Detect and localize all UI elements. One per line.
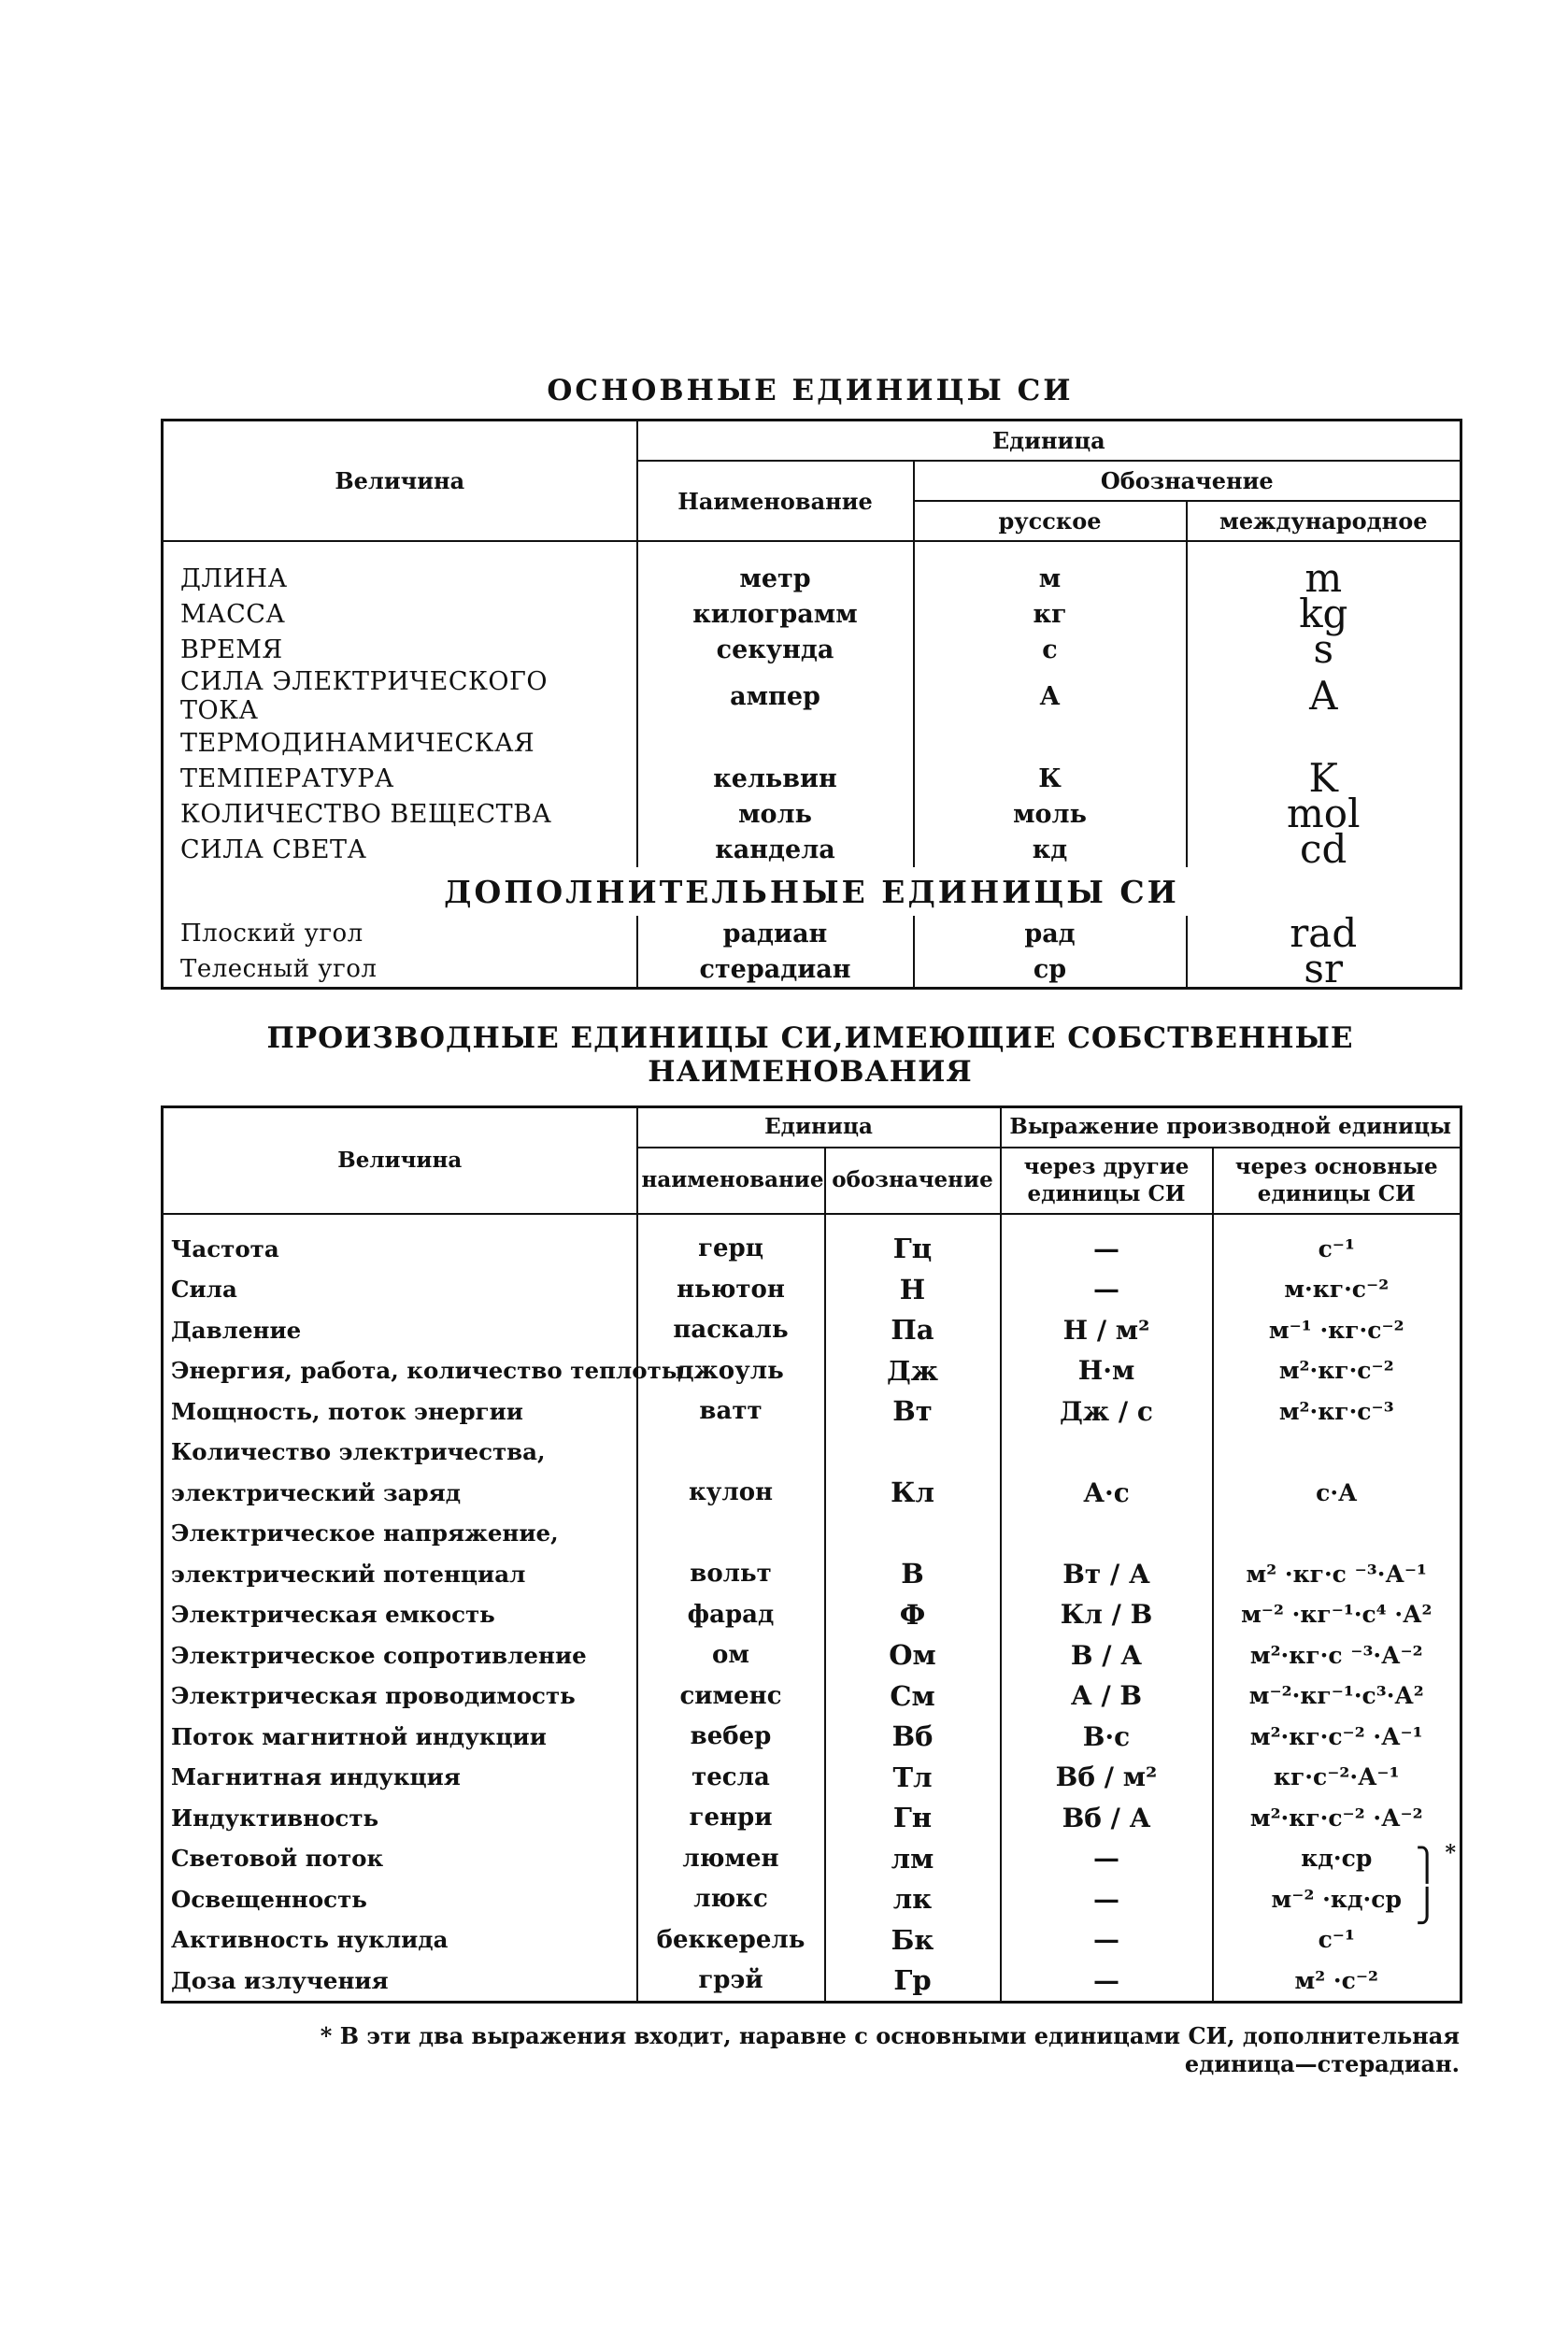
quantity-cell: СИЛА СВЕТА: [180, 834, 367, 864]
header-unit: Единица: [637, 1107, 1001, 1148]
via-base-units-text: кд·ср: [1301, 1845, 1373, 1872]
unit-symbol-cell: См: [825, 1676, 1001, 1717]
via-other-units-cell: —: [1001, 1838, 1213, 1879]
header-russian: русское: [914, 501, 1187, 541]
table-row: [163, 632, 1461, 667]
via-base-units-cell: [1213, 1513, 1461, 1554]
footnote-line1: * В эти два выражения входит, наравне с основными единицами СИ, дополнительная: [320, 2021, 1460, 2049]
basic-units-title: ОСНОВНЫЕ ЕДИНИЦЫ СИ: [547, 374, 1074, 407]
quantity-cell: Телесный угол: [180, 955, 378, 983]
unit-symbol-cell: [825, 1513, 1001, 1554]
via-base-units-cell: [1213, 1350, 1461, 1391]
via-base-units-cell: [1213, 1716, 1461, 1757]
unit-name-cell: вольт: [637, 1553, 825, 1594]
page: [161, 374, 1460, 2078]
russian-symbol-cell: [914, 725, 1187, 761]
via-base-units-wrapper: [1219, 1276, 1455, 1303]
unit-name-cell: [637, 1513, 825, 1554]
international-symbol-cell: cd: [1187, 832, 1461, 867]
table-row: [163, 916, 1461, 951]
russian-symbol-cell: А: [914, 667, 1187, 725]
unit-symbol-cell: Н: [825, 1269, 1001, 1310]
via-base-units-wrapper: [1219, 1763, 1455, 1790]
brace-icon: ⎭: [1415, 1887, 1440, 1925]
quantity-cell: Электрическая проводимость: [171, 1682, 576, 1709]
unit-symbol-cell: лм: [825, 1838, 1001, 1879]
via-base-units-wrapper: [1219, 1479, 1455, 1506]
table-row: [163, 1594, 1461, 1635]
header-via-base: [1213, 1148, 1461, 1215]
via-other-units-cell: Дж / с: [1001, 1391, 1213, 1432]
via-base-units-wrapper: [1219, 1926, 1455, 1953]
table-row: [163, 1214, 1461, 1269]
header-name: наименование: [637, 1148, 825, 1215]
basic-units-body: [163, 541, 1461, 989]
supplementary-heading-row: [163, 867, 1461, 916]
via-base-units-text: м²·кг·с⁻³: [1278, 1397, 1394, 1425]
unit-name-cell: метр: [637, 541, 914, 596]
via-other-units-cell: —: [1001, 1878, 1213, 1919]
header-symbol: Обозначение: [914, 461, 1461, 501]
via-base-units-cell: [1213, 1594, 1461, 1635]
quantity-cell: Доза излучения: [171, 1966, 389, 1994]
via-base-units-cell: [1213, 1797, 1461, 1838]
unit-symbol-cell: Дж: [825, 1350, 1001, 1391]
via-base-units-cell: [1213, 1269, 1461, 1310]
via-base-units-text: с⁻¹: [1318, 1234, 1355, 1262]
derived-units-title: ПРОИЗВОДНЫЕ ЕДИНИЦЫ СИ,ИМЕЮЩИЕ СОБСТВЕННЫЕ НАИМЕНОВАНИЯ: [266, 1021, 1354, 1089]
unit-symbol-cell: Гр: [825, 1960, 1001, 2002]
unit-name-cell: герц: [637, 1214, 825, 1269]
unit-symbol-cell: Вб: [825, 1716, 1001, 1757]
header-via-other-line1: через другие: [1023, 1153, 1190, 1179]
header-quantity: Величина: [163, 421, 637, 542]
via-base-units-cell: [1213, 1838, 1461, 1884]
via-base-units-cell: [1213, 1676, 1461, 1717]
international-symbol-cell: mol: [1187, 796, 1461, 832]
international-symbol-cell: rad: [1187, 916, 1461, 951]
via-base-units-wrapper: [1219, 1398, 1455, 1425]
quantity-cell: Давление: [171, 1316, 302, 1344]
table-row: [163, 1919, 1461, 1961]
unit-symbol-cell: [825, 1432, 1001, 1473]
via-base-units-cell: [1213, 1919, 1461, 1961]
footnote-line2: единица—стерадиан.: [1184, 2049, 1460, 2077]
via-other-units-cell: Н / м²: [1001, 1309, 1213, 1350]
unit-name-cell: генри: [637, 1797, 825, 1838]
via-base-units-cell: [1213, 1553, 1461, 1594]
table-row: [163, 1797, 1461, 1838]
via-base-units-cell: [1213, 1309, 1461, 1350]
via-base-units-text: м² ·кг·с ⁻³·А⁻¹: [1246, 1560, 1427, 1588]
international-symbol-cell: s: [1187, 632, 1461, 667]
via-base-units-cell: [1213, 1391, 1461, 1432]
unit-symbol-cell: лк: [825, 1878, 1001, 1919]
quantity-cell: Индуктивность: [171, 1804, 379, 1832]
table-row: [163, 725, 1461, 761]
table-row: [163, 1878, 1461, 1919]
unit-symbol-cell: Гн: [825, 1797, 1001, 1838]
via-other-units-cell: А / В: [1001, 1676, 1213, 1717]
via-other-units-cell: [1001, 1513, 1213, 1554]
via-base-units-text: с·А: [1316, 1478, 1358, 1506]
via-other-units-cell: А·с: [1001, 1472, 1213, 1513]
supplementary-units-title: ДОПОЛНИТЕЛЬНЫЕ ЕДИНИЦЫ СИ: [444, 873, 1179, 910]
via-base-units-wrapper: [1219, 1804, 1455, 1832]
via-base-units-wrapper: [1219, 1841, 1457, 1884]
unit-name-cell: тесла: [637, 1757, 825, 1798]
via-base-units-text: м⁻¹ ·кг·с⁻²: [1268, 1316, 1404, 1344]
quantity-cell: Электрическое напряжение,: [171, 1519, 559, 1547]
unit-name-cell: кандела: [637, 832, 914, 867]
unit-name-cell: ом: [637, 1634, 825, 1676]
unit-name-cell: ампер: [637, 667, 914, 725]
quantity-cell: Поток магнитной индукции: [171, 1722, 547, 1750]
quantity-cell: КОЛИЧЕСТВО ВЕЩЕСТВА: [180, 799, 552, 829]
unit-symbol-cell: Гц: [825, 1214, 1001, 1269]
via-base-units-wrapper: [1219, 1601, 1455, 1628]
via-base-units-cell: [1213, 1757, 1461, 1798]
via-base-units-text: м⁻²·кг⁻¹·с³·А²: [1248, 1682, 1424, 1709]
via-other-units-cell: Вб / А: [1001, 1797, 1213, 1838]
via-base-units-wrapper: [1219, 1642, 1455, 1669]
footnote: [161, 2022, 1460, 2078]
via-other-units-cell: —: [1001, 1960, 1213, 2002]
via-other-units-cell: Вб / м²: [1001, 1757, 1213, 1798]
via-base-units-text: м⁻² ·кд·ср: [1271, 1885, 1402, 1913]
derived-units-table: [161, 1105, 1462, 2004]
quantity-cell: Энергия, работа, количество теплоты: [171, 1357, 685, 1384]
table-row: [163, 1391, 1461, 1432]
international-symbol-cell: kg: [1187, 596, 1461, 632]
unit-name-cell: фарад: [637, 1594, 825, 1635]
via-base-units-wrapper: [1219, 1967, 1455, 1994]
header-unit: Единица: [637, 421, 1461, 462]
via-other-units-cell: —: [1001, 1919, 1213, 1961]
quantity-cell: Магнитная индукция: [171, 1763, 461, 1790]
via-base-units-wrapper: [1219, 1723, 1455, 1750]
via-base-units-cell: [1213, 1432, 1461, 1473]
header-via-other: [1001, 1148, 1213, 1215]
header-name: Наименование: [637, 461, 914, 541]
via-other-units-cell: В / А: [1001, 1634, 1213, 1676]
quantity-cell: Электрическое сопротивление: [171, 1641, 587, 1669]
via-other-units-cell: В·с: [1001, 1716, 1213, 1757]
table-row: [163, 541, 1461, 596]
via-other-units-cell: Н·м: [1001, 1350, 1213, 1391]
unit-name-cell: паскаль: [637, 1309, 825, 1350]
russian-symbol-cell: кд: [914, 832, 1187, 867]
via-base-units-text: кг·с⁻²·А⁻¹: [1273, 1763, 1400, 1790]
unit-name-cell: кельвин: [637, 761, 914, 796]
quantity-cell: Электрическая емкость: [171, 1601, 495, 1628]
table-row: [163, 761, 1461, 796]
unit-name-cell: люкс: [637, 1878, 825, 1919]
unit-symbol-cell: Ф: [825, 1594, 1001, 1635]
header-expression: Выражение производной единицы: [1001, 1107, 1461, 1148]
unit-symbol-cell: В: [825, 1553, 1001, 1594]
table-row: [163, 1350, 1461, 1391]
via-base-units-cell: [1213, 1878, 1461, 1925]
via-base-units-text: м²·кг·с⁻² ·А⁻¹: [1249, 1722, 1423, 1750]
via-base-units-text: м⁻² ·кг⁻¹·с⁴ ·А²: [1241, 1601, 1433, 1628]
unit-symbol-cell: Ом: [825, 1634, 1001, 1676]
russian-symbol-cell: ср: [914, 951, 1187, 989]
russian-symbol-cell: м: [914, 541, 1187, 596]
unit-name-cell: килограмм: [637, 596, 914, 632]
via-base-units-cell: [1213, 1634, 1461, 1676]
quantity-cell: Мощность, поток энергии: [171, 1397, 523, 1425]
russian-symbol-cell: с: [914, 632, 1187, 667]
table-row: [163, 1309, 1461, 1350]
quantity-cell: МАССА: [180, 599, 286, 629]
unit-name-cell: стерадиан: [637, 951, 914, 989]
brace-icon: ⎫: [1415, 1847, 1440, 1884]
header-international: международное: [1187, 501, 1461, 541]
russian-symbol-cell: рад: [914, 916, 1187, 951]
quantity-cell: Сила: [171, 1276, 237, 1303]
table-row: [163, 1432, 1461, 1473]
unit-name-cell: беккерель: [637, 1919, 825, 1961]
unit-name-cell: джоуль: [637, 1350, 825, 1391]
via-other-units-cell: Кл / В: [1001, 1594, 1213, 1635]
quantity-cell: ВРЕМЯ: [180, 635, 283, 664]
header-quantity: Величина: [163, 1107, 637, 1215]
quantity-cell: ТЕРМОДИНАМИЧЕСКАЯ: [180, 728, 535, 758]
unit-symbol-cell: Бк: [825, 1919, 1001, 1961]
via-base-units-text: с⁻¹: [1318, 1926, 1355, 1953]
unit-name-cell: кулон: [637, 1472, 825, 1513]
unit-symbol-cell: Кл: [825, 1472, 1001, 1513]
via-other-units-cell: —: [1001, 1214, 1213, 1269]
table-row: [163, 1838, 1461, 1879]
table-row: [163, 1269, 1461, 1310]
quantity-cell: электрический заряд: [171, 1478, 462, 1506]
unit-name-cell: секунда: [637, 632, 914, 667]
via-base-units-cell: [1213, 1472, 1461, 1513]
via-base-units-wrapper: [1219, 1357, 1455, 1384]
quantity-cell: электрический потенциал: [171, 1560, 526, 1588]
via-base-units-wrapper: [1219, 1885, 1455, 1925]
quantity-cell: СИЛА ЭЛЕКТРИЧЕСКОГО ТОКА: [180, 667, 549, 725]
table-row: [163, 1757, 1461, 1798]
unit-name-cell: сименс: [637, 1676, 825, 1717]
international-symbol-cell: sr: [1187, 951, 1461, 989]
table-row: [163, 1472, 1461, 1513]
international-symbol-cell: A: [1187, 667, 1461, 725]
quantity-cell: Световой поток: [171, 1845, 384, 1872]
via-base-units-wrapper: [1219, 1235, 1455, 1262]
unit-name-cell: [637, 725, 914, 761]
table-row: [163, 1716, 1461, 1757]
unit-symbol-cell: Вт: [825, 1391, 1001, 1432]
russian-symbol-cell: моль: [914, 796, 1187, 832]
table-row: [163, 596, 1461, 632]
quantity-cell: Частота: [171, 1234, 279, 1262]
header-via-other-line2: единицы СИ: [1027, 1180, 1186, 1206]
via-base-units-text: м²·кг·с ⁻³·А⁻²: [1249, 1641, 1423, 1669]
via-base-units-wrapper: [1219, 1682, 1455, 1709]
table-row: [163, 1634, 1461, 1676]
table-row: [163, 832, 1461, 867]
quantity-cell: ДЛИНА: [180, 563, 288, 593]
table-row: [163, 1676, 1461, 1717]
via-other-units-cell: —: [1001, 1269, 1213, 1310]
table-row: [163, 796, 1461, 832]
footnote-marker: *: [1445, 1841, 1457, 1865]
quantity-cell: ТЕМПЕРАТУРА: [180, 763, 394, 793]
quantity-cell: Плоский угол: [180, 920, 363, 948]
via-base-units-cell: [1213, 1214, 1461, 1269]
table-row: [163, 1960, 1461, 2002]
unit-name-cell: моль: [637, 796, 914, 832]
via-base-units-text: м²·кг·с⁻² ·А⁻²: [1249, 1804, 1423, 1832]
unit-name-cell: [637, 1432, 825, 1473]
table-row: [163, 951, 1461, 989]
header-via-base-line2: единицы СИ: [1257, 1180, 1416, 1206]
russian-symbol-cell: кг: [914, 596, 1187, 632]
russian-symbol-cell: К: [914, 761, 1187, 796]
international-symbol-cell: K: [1187, 761, 1461, 796]
header-via-base-line1: через основные: [1234, 1153, 1438, 1179]
table-row: [163, 1513, 1461, 1554]
basic-units-table: [161, 419, 1462, 990]
via-base-units-cell: [1213, 1960, 1461, 2002]
unit-name-cell: ватт: [637, 1391, 825, 1432]
via-base-units-wrapper: [1219, 1561, 1455, 1588]
via-other-units-cell: Вт / А: [1001, 1553, 1213, 1594]
unit-symbol-cell: Па: [825, 1309, 1001, 1350]
via-base-units-wrapper: [1219, 1317, 1455, 1344]
quantity-cell: Освещенность: [171, 1885, 367, 1913]
quantity-cell: Активность нуклида: [171, 1926, 449, 1953]
quantity-cell: Количество электричества,: [171, 1438, 546, 1465]
derived-units-body: [163, 1214, 1461, 2002]
unit-name-cell: вебер: [637, 1716, 825, 1757]
unit-symbol-cell: Тл: [825, 1757, 1001, 1798]
unit-name-cell: люмен: [637, 1838, 825, 1879]
table-row: [163, 667, 1461, 725]
international-symbol-cell: m: [1187, 541, 1461, 596]
unit-name-cell: радиан: [637, 916, 914, 951]
via-base-units-text: м·кг·с⁻²: [1284, 1276, 1390, 1303]
via-base-units-text: м²·кг·с⁻²: [1278, 1357, 1394, 1384]
header-symbol: обозначение: [825, 1148, 1001, 1215]
via-other-units-cell: [1001, 1432, 1213, 1473]
via-base-units-text: м² ·с⁻²: [1294, 1966, 1378, 1994]
unit-name-cell: ньютон: [637, 1269, 825, 1310]
table-row: [163, 1553, 1461, 1594]
unit-name-cell: грэй: [637, 1960, 825, 2002]
